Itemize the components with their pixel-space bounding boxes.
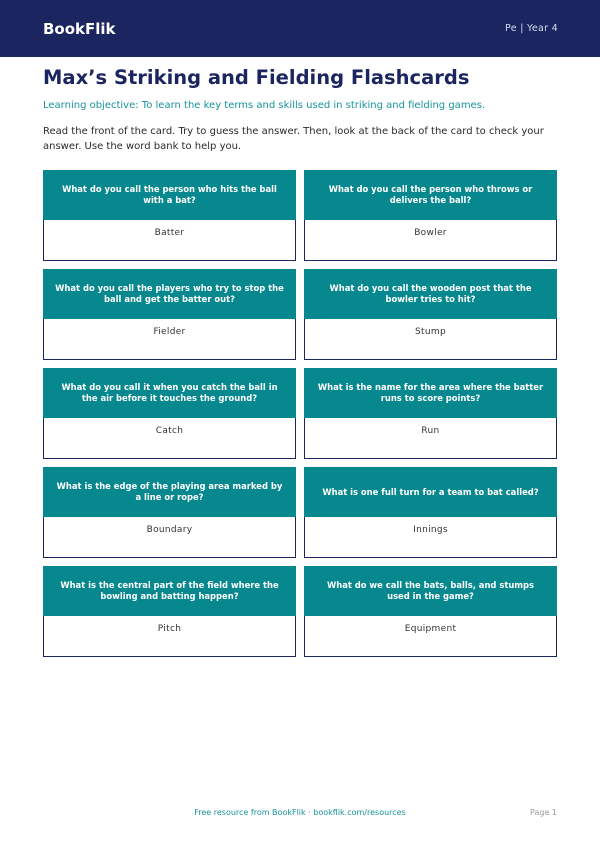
- flashcard-question: What do we call the bats, balls, and stumps used in the game?: [304, 566, 557, 616]
- flashcard-grid: [43, 170, 557, 657]
- page-number: Page 1: [530, 808, 557, 817]
- flashcard-answer: Pitch: [43, 616, 296, 657]
- flashcard: [43, 368, 296, 459]
- flashcard-question: What do you call the wooden post that the bowler tries to hit?: [304, 269, 557, 319]
- page-title: Max’s Striking and Fielding Flashcards: [43, 66, 470, 89]
- page-footer: [0, 808, 600, 820]
- flashcard: [43, 170, 296, 261]
- flashcard-question: What is the edge of the playing area marked by a line or rope?: [43, 467, 296, 517]
- flashcard-answer: Fielder: [43, 319, 296, 360]
- flashcard-question: What do you call the person who throws or delivers the ball?: [304, 170, 557, 220]
- flashcard: [43, 467, 296, 558]
- instructions: Read the front of the card. Try to guess the answer. Then, look at the back of the card to check your answer. Use the word bank to help you.: [43, 126, 544, 152]
- flashcard-question: What is the name for the area where the batter runs to score points?: [304, 368, 557, 418]
- flashcard: [304, 368, 557, 459]
- flashcard-question: What do you call the person who hits the ball with a bat?: [43, 170, 296, 220]
- flashcard-question: What is one full turn for a team to bat called?: [304, 467, 557, 517]
- flashcard-answer: Innings: [304, 517, 557, 558]
- flashcard-answer: Boundary: [43, 517, 296, 558]
- flashcard: [43, 269, 296, 360]
- page-header: [0, 0, 600, 57]
- brand-logo[interactable]: BookFlik: [43, 19, 116, 38]
- subject-year-label: Pe | Year 4: [505, 23, 558, 34]
- flashcard: [304, 269, 557, 360]
- flashcard-question: What is the central part of the field where the bowling and batting happen?: [43, 566, 296, 616]
- flashcard: [304, 566, 557, 657]
- flashcard-answer: Catch: [43, 418, 296, 459]
- footer-resource-link[interactable]: Free resource from BookFlik · bookflik.com/resources: [194, 808, 406, 817]
- flashcard-answer: Batter: [43, 220, 296, 261]
- flashcard: [304, 170, 557, 261]
- learning-objective: Learning objective: To learn the key terms and skills used in striking and fielding games.: [43, 100, 486, 111]
- flashcard-answer: Bowler: [304, 220, 557, 261]
- flashcard: [43, 566, 296, 657]
- flashcard-question: What do you call the players who try to stop the ball and get the batter out?: [43, 269, 296, 319]
- flashcard-answer: Equipment: [304, 616, 557, 657]
- flashcard-question: What do you call it when you catch the ball in the air before it touches the ground?: [43, 368, 296, 418]
- flashcard-answer: Stump: [304, 319, 557, 360]
- flashcard: [304, 467, 557, 558]
- flashcard-answer: Run: [304, 418, 557, 459]
